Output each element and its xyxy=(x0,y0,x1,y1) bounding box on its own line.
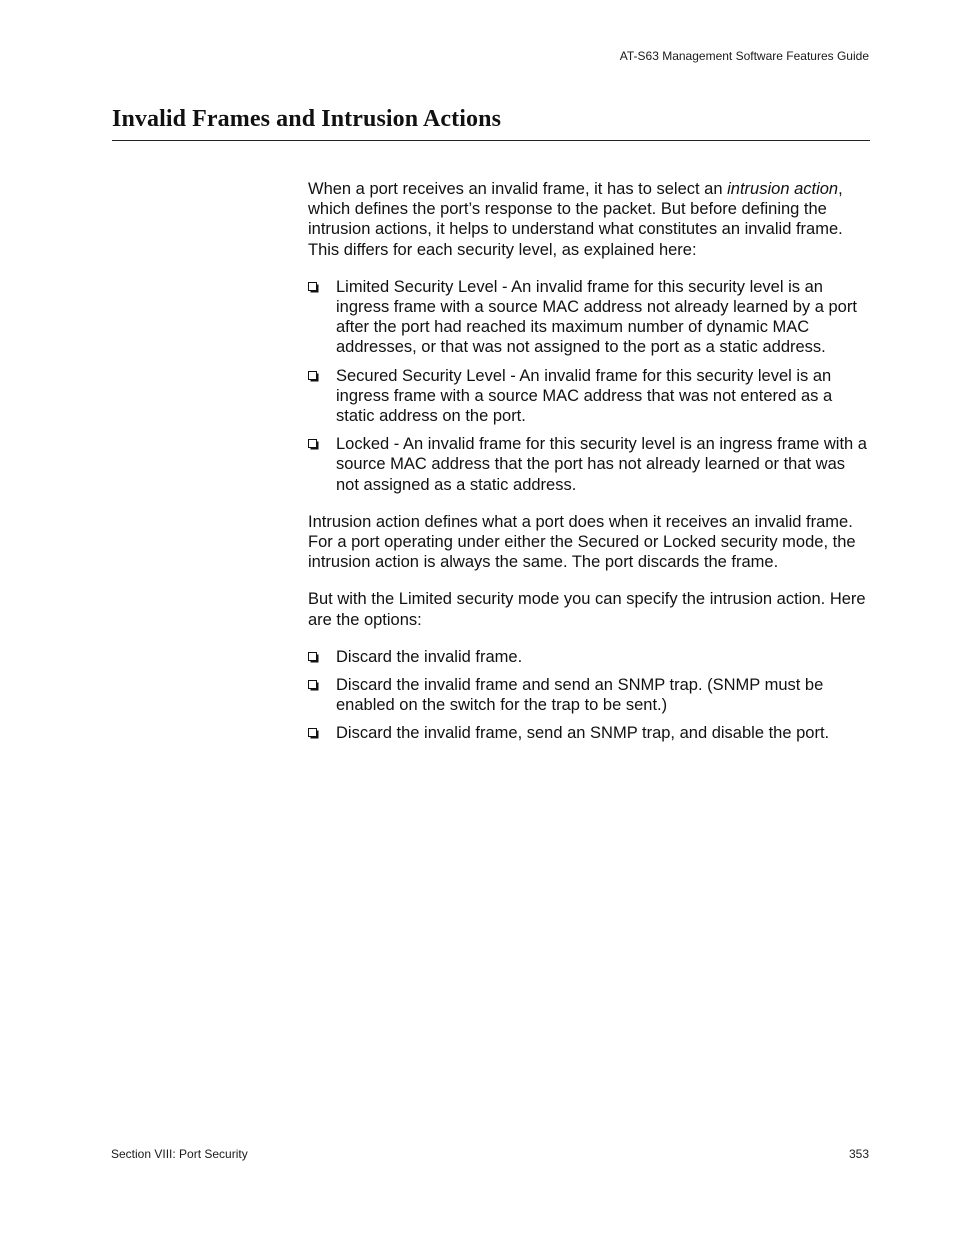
title-rule xyxy=(112,140,870,141)
list-item xyxy=(308,675,870,715)
shadowed-square-bullet-icon xyxy=(308,371,319,382)
options-paragraph: But with the Limited security mode you can specify the intrusion action. Here are the options: xyxy=(308,590,866,629)
list-item-text: Secured Security Level - An invalid frame for this security level is an ingress frame with a source MAC address that was not entered as a static address on the port. xyxy=(336,366,833,426)
footer-section-label: Section VIII: Port Security xyxy=(111,1147,248,1161)
list-item-text: Discard the invalid frame, send an SNMP trap, and disable the port. xyxy=(336,724,830,743)
list-item xyxy=(308,277,870,358)
shadowed-square-bullet-icon xyxy=(308,282,319,293)
shadowed-square-bullet-icon xyxy=(308,728,319,739)
section-title: Invalid Frames and Intrusion Actions xyxy=(112,106,502,132)
running-header: AT-S63 Management Software Features Guide xyxy=(619,49,869,63)
list-item xyxy=(308,723,870,743)
intrusion-paragraph: Intrusion action defines what a port does when it receives an invalid frame. For a port operating under either the Secured or Locked security mode, the intrusion action is always the same. The port discards the frame. xyxy=(308,512,856,572)
intro-text-start: When a port receives an invalid frame, it has to select an xyxy=(308,180,728,198)
shadowed-square-bullet-icon xyxy=(308,439,319,450)
list-item xyxy=(308,366,870,427)
intro-paragraph xyxy=(308,179,870,260)
list-item-text: Discard the invalid frame and send an SNMP trap. (SNMP must be enabled on the switch for the trap to be sent.) xyxy=(336,676,824,715)
list-item-text: Discard the invalid frame. xyxy=(336,647,523,666)
list-item-text: Locked - An invalid frame for this security level is an ingress frame with a source MAC address that the port has not already learned or that was not assigned as a static address. xyxy=(336,435,867,494)
intro-emphasis: intrusion action xyxy=(727,180,839,198)
intrusion-option-list xyxy=(308,647,870,744)
list-item-text: Limited Security Level - An invalid frame for this security level is an ingress frame with a source MAC address not already learned by a port after the port had reached its maximum number of dynamic MAC addresses, or that was not assigned to the port as a static address. xyxy=(336,277,857,357)
list-item xyxy=(308,434,870,495)
shadowed-square-bullet-icon xyxy=(308,652,319,663)
shadowed-square-bullet-icon xyxy=(308,680,319,691)
main-content xyxy=(308,179,870,761)
footer-page-number: 353 xyxy=(848,1147,869,1161)
security-level-list xyxy=(308,277,870,495)
list-item xyxy=(308,647,870,667)
intro-text-end: , which defines the port’s response to the packet. But before defining the intrusion actions, it helps to understand what constitutes an invalid frame. This differs for each security level, as explained here: xyxy=(308,180,843,259)
